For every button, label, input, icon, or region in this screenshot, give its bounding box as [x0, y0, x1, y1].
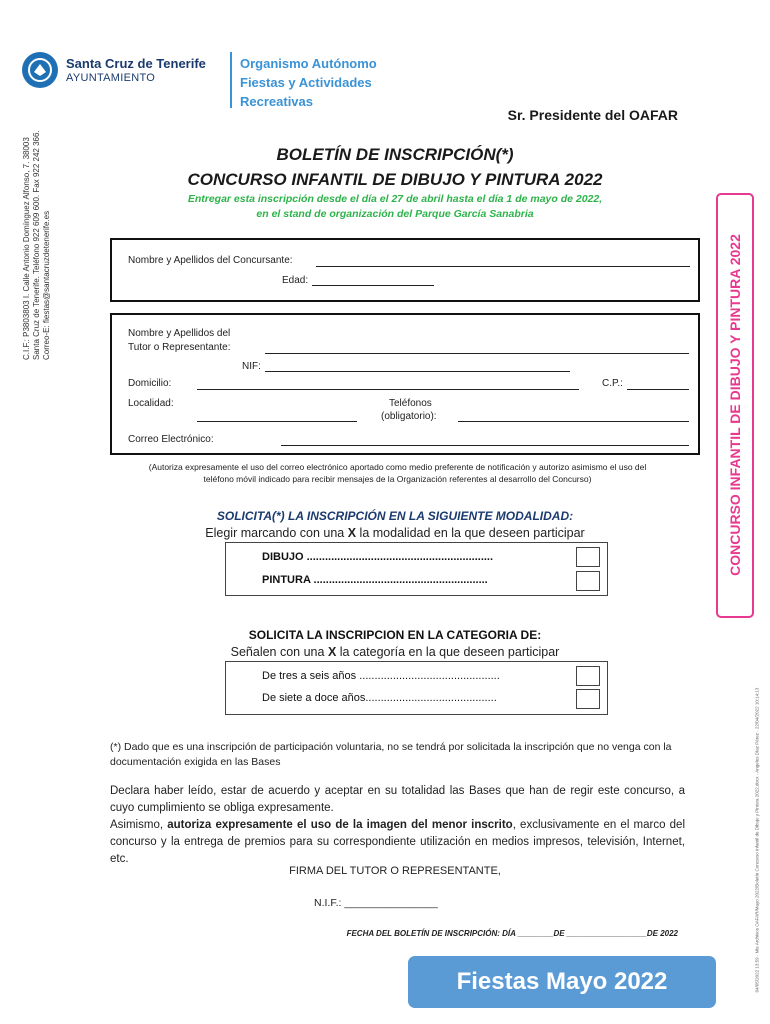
city-name: Santa Cruz de Tenerife: [66, 56, 206, 71]
nif-field[interactable]: [265, 371, 570, 372]
city-subtitle: AYUNTAMIENTO: [66, 72, 156, 84]
phones-label-2: (obligatorio):: [381, 411, 437, 422]
file-path-note: 04/05/2022 13:59 · Mis Archivos OAFAR/Mayo 2022/Boletín Concurso Infantil de Dibujo y Pintura 2022.docx · Angeles Díaz Pérez · 22/04/2022 10:14:13: [754, 687, 760, 993]
age-field[interactable]: [312, 285, 434, 286]
option-pintura-checkbox[interactable]: [576, 571, 600, 591]
category-instruction-pre: Señalen con una: [230, 645, 328, 659]
category-heading: SOLICITA LA INSCRIPCION EN LA CATEGORIA DE:: [248, 628, 542, 642]
org-line-1: Organismo Autónomo: [240, 56, 377, 71]
contestant-name-field[interactable]: [316, 266, 690, 267]
fiestas-badge: Fiestas Mayo 2022: [408, 956, 716, 1008]
postal-code-label: C.P.:: [602, 378, 623, 389]
declaration-p2-post: , exclusivamente en el marco del concurso y la entrega de premios para su correspondiente utilización en medios impresos, televisión, Internet, etc.: [110, 819, 686, 865]
side-banner-text: CONCURSO INFANTIL DE DIBUJO Y PINTURA 2022: [727, 234, 743, 576]
form-title: BOLETÍN DE INSCRIPCIÓN(*): [276, 145, 514, 164]
modality-instruction-x: X: [347, 526, 357, 540]
signature-nif[interactable]: N.I.F.: ________________: [314, 897, 438, 909]
org-line-2: Fiestas y Actividades: [240, 75, 372, 90]
modality-instruction: [0, 526, 770, 540]
contestant-name-label: Nombre y Apellidos del Concursante:: [128, 255, 293, 266]
declaration-p2-bold: autoriza expresamente el uso de la imagen del menor inscrito: [167, 819, 513, 831]
address-field[interactable]: [197, 389, 579, 390]
age-label: Edad:: [282, 275, 309, 286]
option-7-12-label: De siete a doce años...........................................: [262, 692, 497, 704]
address-label: Domicilio:: [128, 378, 172, 389]
declaration-p2-pre: Asimismo,: [110, 819, 168, 831]
option-dibujo-label: DIBUJO .............................................................: [262, 551, 494, 563]
nif-label: NIF:: [242, 361, 261, 372]
declaration-p2: [110, 817, 685, 868]
phones-field[interactable]: [458, 421, 689, 422]
side-address-line-2: Santa Cruz de Tenerife. Teléfono 922 609 600. Fax 922 242 366.: [32, 130, 41, 360]
category-instruction-x: X: [327, 645, 337, 659]
category-instruction-post: la categoría en la que deseen participar: [336, 645, 560, 659]
option-7-12-checkbox[interactable]: [576, 689, 600, 709]
declaration: [110, 783, 685, 868]
recipient: Sr. Presidente del OAFAR: [507, 107, 678, 123]
contestant-box: [110, 238, 700, 302]
option-3-6-label: De tres a seis años ..............................................: [262, 670, 500, 682]
authorization-note-line-1: (Autoriza expresamente el uso del correo electrónico aportado como medio preferente de notificación y autorizo asimismo el uso del: [148, 462, 647, 472]
modality-instruction-post: la modalidad en la que deseen participar: [356, 526, 585, 540]
guardian-name-field[interactable]: [265, 353, 689, 354]
footnote: (*) Dado que es una inscripción de participación voluntaria, no se tendrá por solicitada la inscripción que no venga con la documentación exigida en las Bases: [110, 741, 672, 768]
org-line-3: Recreativas: [240, 94, 313, 109]
modality-heading: SOLICITA(*) LA INSCRIPCIÓN EN LA SIGUIENTE MODALIDAD:: [216, 509, 574, 523]
declaration-p1: Declara haber leído, estar de acuerdo y aceptar en su totalidad las Bases que han de regir este concurso, a cuyo cumplimiento se obliga expresamente.: [110, 785, 685, 814]
option-dibujo-checkbox[interactable]: [576, 547, 600, 567]
instructions-line-1: Entregar esta inscripción desde el día el 27 de abril hasta el día 1 de mayo de 2022,: [187, 193, 603, 205]
authorization-note: [110, 461, 685, 485]
authorization-note-line-2: teléfono móvil indicado para recibir mensajes de la Organización referentes al desarrollo del Concurso): [203, 474, 592, 484]
locality-label: Localidad:: [128, 398, 174, 409]
header-divider: [230, 52, 232, 108]
category-instruction: [0, 645, 770, 659]
phones-label-1: Teléfonos: [389, 398, 432, 409]
signature-label: FIRMA DEL TUTOR O REPRESENTANTE,: [289, 865, 501, 877]
modality-instruction-pre: Elegir marcando con una: [205, 526, 348, 540]
side-address-line-1: C.I.F.: P3803803 I. Calle Antonio Domínguez Alfonso, 7. 38003: [22, 137, 31, 360]
date-line[interactable]: FECHA DEL BOLETÍN DE INSCRIPCIÓN: DÍA ________DE __________________DE 2022: [346, 929, 678, 938]
locality-field[interactable]: [197, 421, 357, 422]
email-field[interactable]: [281, 445, 689, 446]
side-address-line-3: Correo-E: fiestas@santacruzdetenerife.es: [42, 210, 51, 360]
seal-shape: [27, 57, 53, 83]
postal-code-field[interactable]: [627, 389, 689, 390]
guardian-name-label-1: Nombre y Apellidos del: [128, 328, 231, 339]
tenerife-seal-icon: [22, 52, 58, 88]
instructions-line-2: en el stand de organización del Parque García Sanabria: [256, 208, 534, 220]
option-pintura-label: PINTURA .........................................................: [262, 574, 488, 586]
guardian-name-label-2: Tutor o Representante:: [128, 342, 231, 353]
form-subtitle: CONCURSO INFANTIL DE DIBUJO Y PINTURA 2022: [187, 170, 603, 189]
email-label: Correo Electrónico:: [128, 434, 214, 445]
option-3-6-checkbox[interactable]: [576, 666, 600, 686]
